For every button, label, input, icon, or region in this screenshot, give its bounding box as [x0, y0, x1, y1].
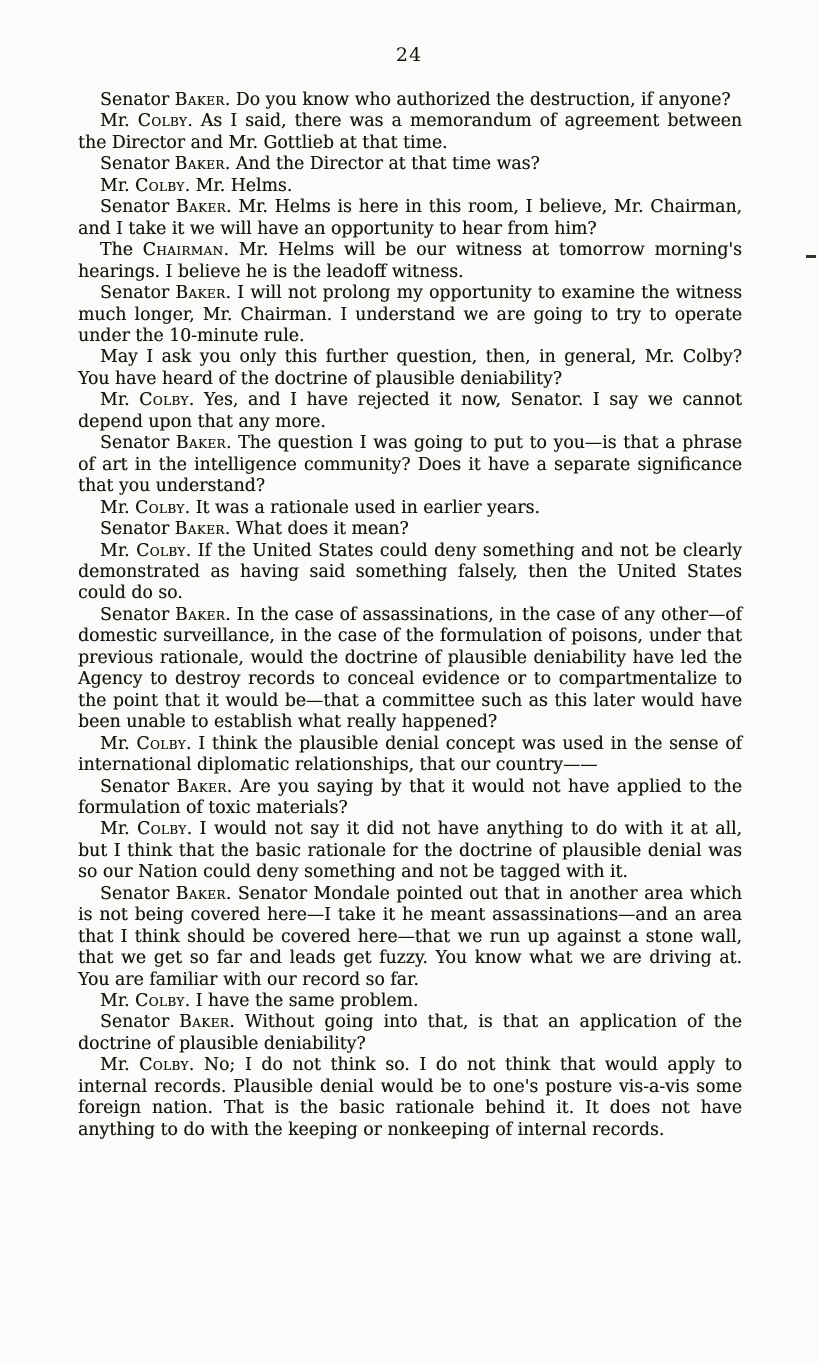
speaker-name: Mr. Colby	[100, 733, 186, 754]
transcript-paragraph: Mr. Colby. No; I do not think so. I do not think that would apply to internal records. Plausible denial would be to one's posture vis-a-vis some foreign nation. That is the basic rationale behind it. It does not have anything to do with the keeping or nonkeeping of internal records.	[78, 1055, 742, 1140]
speaker-name: Mr. Colby	[100, 1055, 189, 1076]
transcript-paragraph: Mr. Colby. As I said, there was a memorandum of agreement between the Director and Mr. Gottlieb at that time.	[78, 111, 742, 153]
transcript-paragraph: Mr. Colby. I have the same problem.	[100, 991, 419, 1012]
speaker-name: Senator Baker	[100, 776, 227, 797]
speaker-name: Senator Baker	[100, 519, 225, 540]
transcript-paragraph: Senator Baker. In the case of assassinations, in the case of any other—of domestic surveillance, in the case of the formulation of poisons, under that previous rationale, would the doctrine of plausible deniability have led the Agency to destroy records to conceal evidence or to compartmentalize to the point that it would be—that a committee such as this later would have been unable to establish what really happened?	[78, 604, 742, 733]
transcript-paragraph: Senator Baker. Senator Mondale pointed out that in another area which is not being covered here—I take it he meant assassinations—and an area that I think should be covered here—that we run up against a stone wall, that we get so far and leads get fuzzy. You know what we are driving at. You are familiar with our record so far.	[78, 883, 742, 990]
transcript-paragraph: Mr. Colby. I think the plausible denial concept was used in the sense of international diplomatic relationships, that our country——	[78, 733, 742, 776]
speaker-name: Senator Baker	[100, 90, 225, 110]
transcript-paragraph: Mr. Colby. Mr. Helms.	[100, 175, 293, 196]
transcript-paragraph: The Chairman. Mr. Helms will be our witness at tomorrow morning's hearings. I believe he is the leadoff witness.	[78, 240, 742, 282]
speaker-name: Senator Baker	[100, 197, 227, 218]
speaker-name: Senator Baker	[100, 1012, 230, 1033]
speaker-name: Mr. Colby	[100, 390, 189, 411]
transcript-paragraph: Senator Baker. Do you know who authorized the destruction, if anyone?	[100, 90, 731, 110]
transcript-paragraph: Senator Baker. Are you saying by that it would not have applied to the formulation of toxic materials?	[78, 776, 742, 818]
speaker-name: Mr. Colby	[100, 175, 185, 196]
transcript-paragraph: Mr. Colby. If the United States could deny something and not be clearly demonstrated as having said something falsely, then the United States could do so.	[78, 540, 742, 604]
page-number: 24	[395, 44, 423, 66]
transcript	[78, 90, 742, 1141]
speaker-name: Mr. Colby	[100, 540, 186, 561]
speaker-name: Mr. Colby	[100, 497, 185, 518]
speaker-name: Senator Baker	[100, 433, 226, 454]
speaker-name: The Chairman	[100, 240, 224, 261]
speaker-name: Senator Baker	[100, 154, 225, 175]
transcript-paragraph: Senator Baker. Mr. Helms is here in this room, I believe, Mr. Chairman, and I take it we will have an opportunity to hear from him?	[78, 197, 742, 239]
transcript-paragraph: Senator Baker. The question I was going to put to you—is that a phrase of art in the intelligence community? Does it have a separate significance that you understand?	[78, 433, 742, 497]
transcript-paragraph: Mr. Colby. I would not say it did not have anything to do with it at all, but I think that the basic rationale for the doctrine of plausible denial was so our Nation could deny something and not be tagged with it.	[78, 819, 742, 883]
speaker-name: Senator Baker	[100, 883, 226, 904]
speaker-name: Mr. Colby	[100, 991, 185, 1012]
transcript-paragraph: Senator Baker. And the Director at that time was?	[100, 154, 540, 175]
transcript-paragraph: Mr. Colby. Yes, and I have rejected it now, Senator. I say we cannot depend upon that any more.	[78, 390, 742, 432]
transcript-paragraph: May I ask you only this further question, then, in general, Mr. Colby? You have heard of the doctrine of plausible deniability?	[78, 347, 742, 389]
speaker-name: Mr. Colby	[100, 111, 188, 132]
speaker-name: Mr. Colby	[100, 819, 187, 840]
scan-artifact-dash	[806, 255, 816, 258]
transcript-paragraph: Senator Baker. I will not prolong my opportunity to examine the witness much longer, Mr. Chairman. I understand we are going to try to operate under the 10-minute rule.	[78, 283, 742, 346]
speaker-name: Senator Baker	[100, 604, 226, 625]
transcript-paragraph: Mr. Colby. It was a rationale used in earlier years.	[100, 497, 540, 518]
transcript-paragraph: Senator Baker. Without going into that, is that an application of the doctrine of plausible deniability?	[78, 1012, 742, 1054]
transcript-paragraph: Senator Baker. What does it mean?	[100, 519, 409, 540]
speaker-name: Senator Baker	[100, 283, 226, 304]
